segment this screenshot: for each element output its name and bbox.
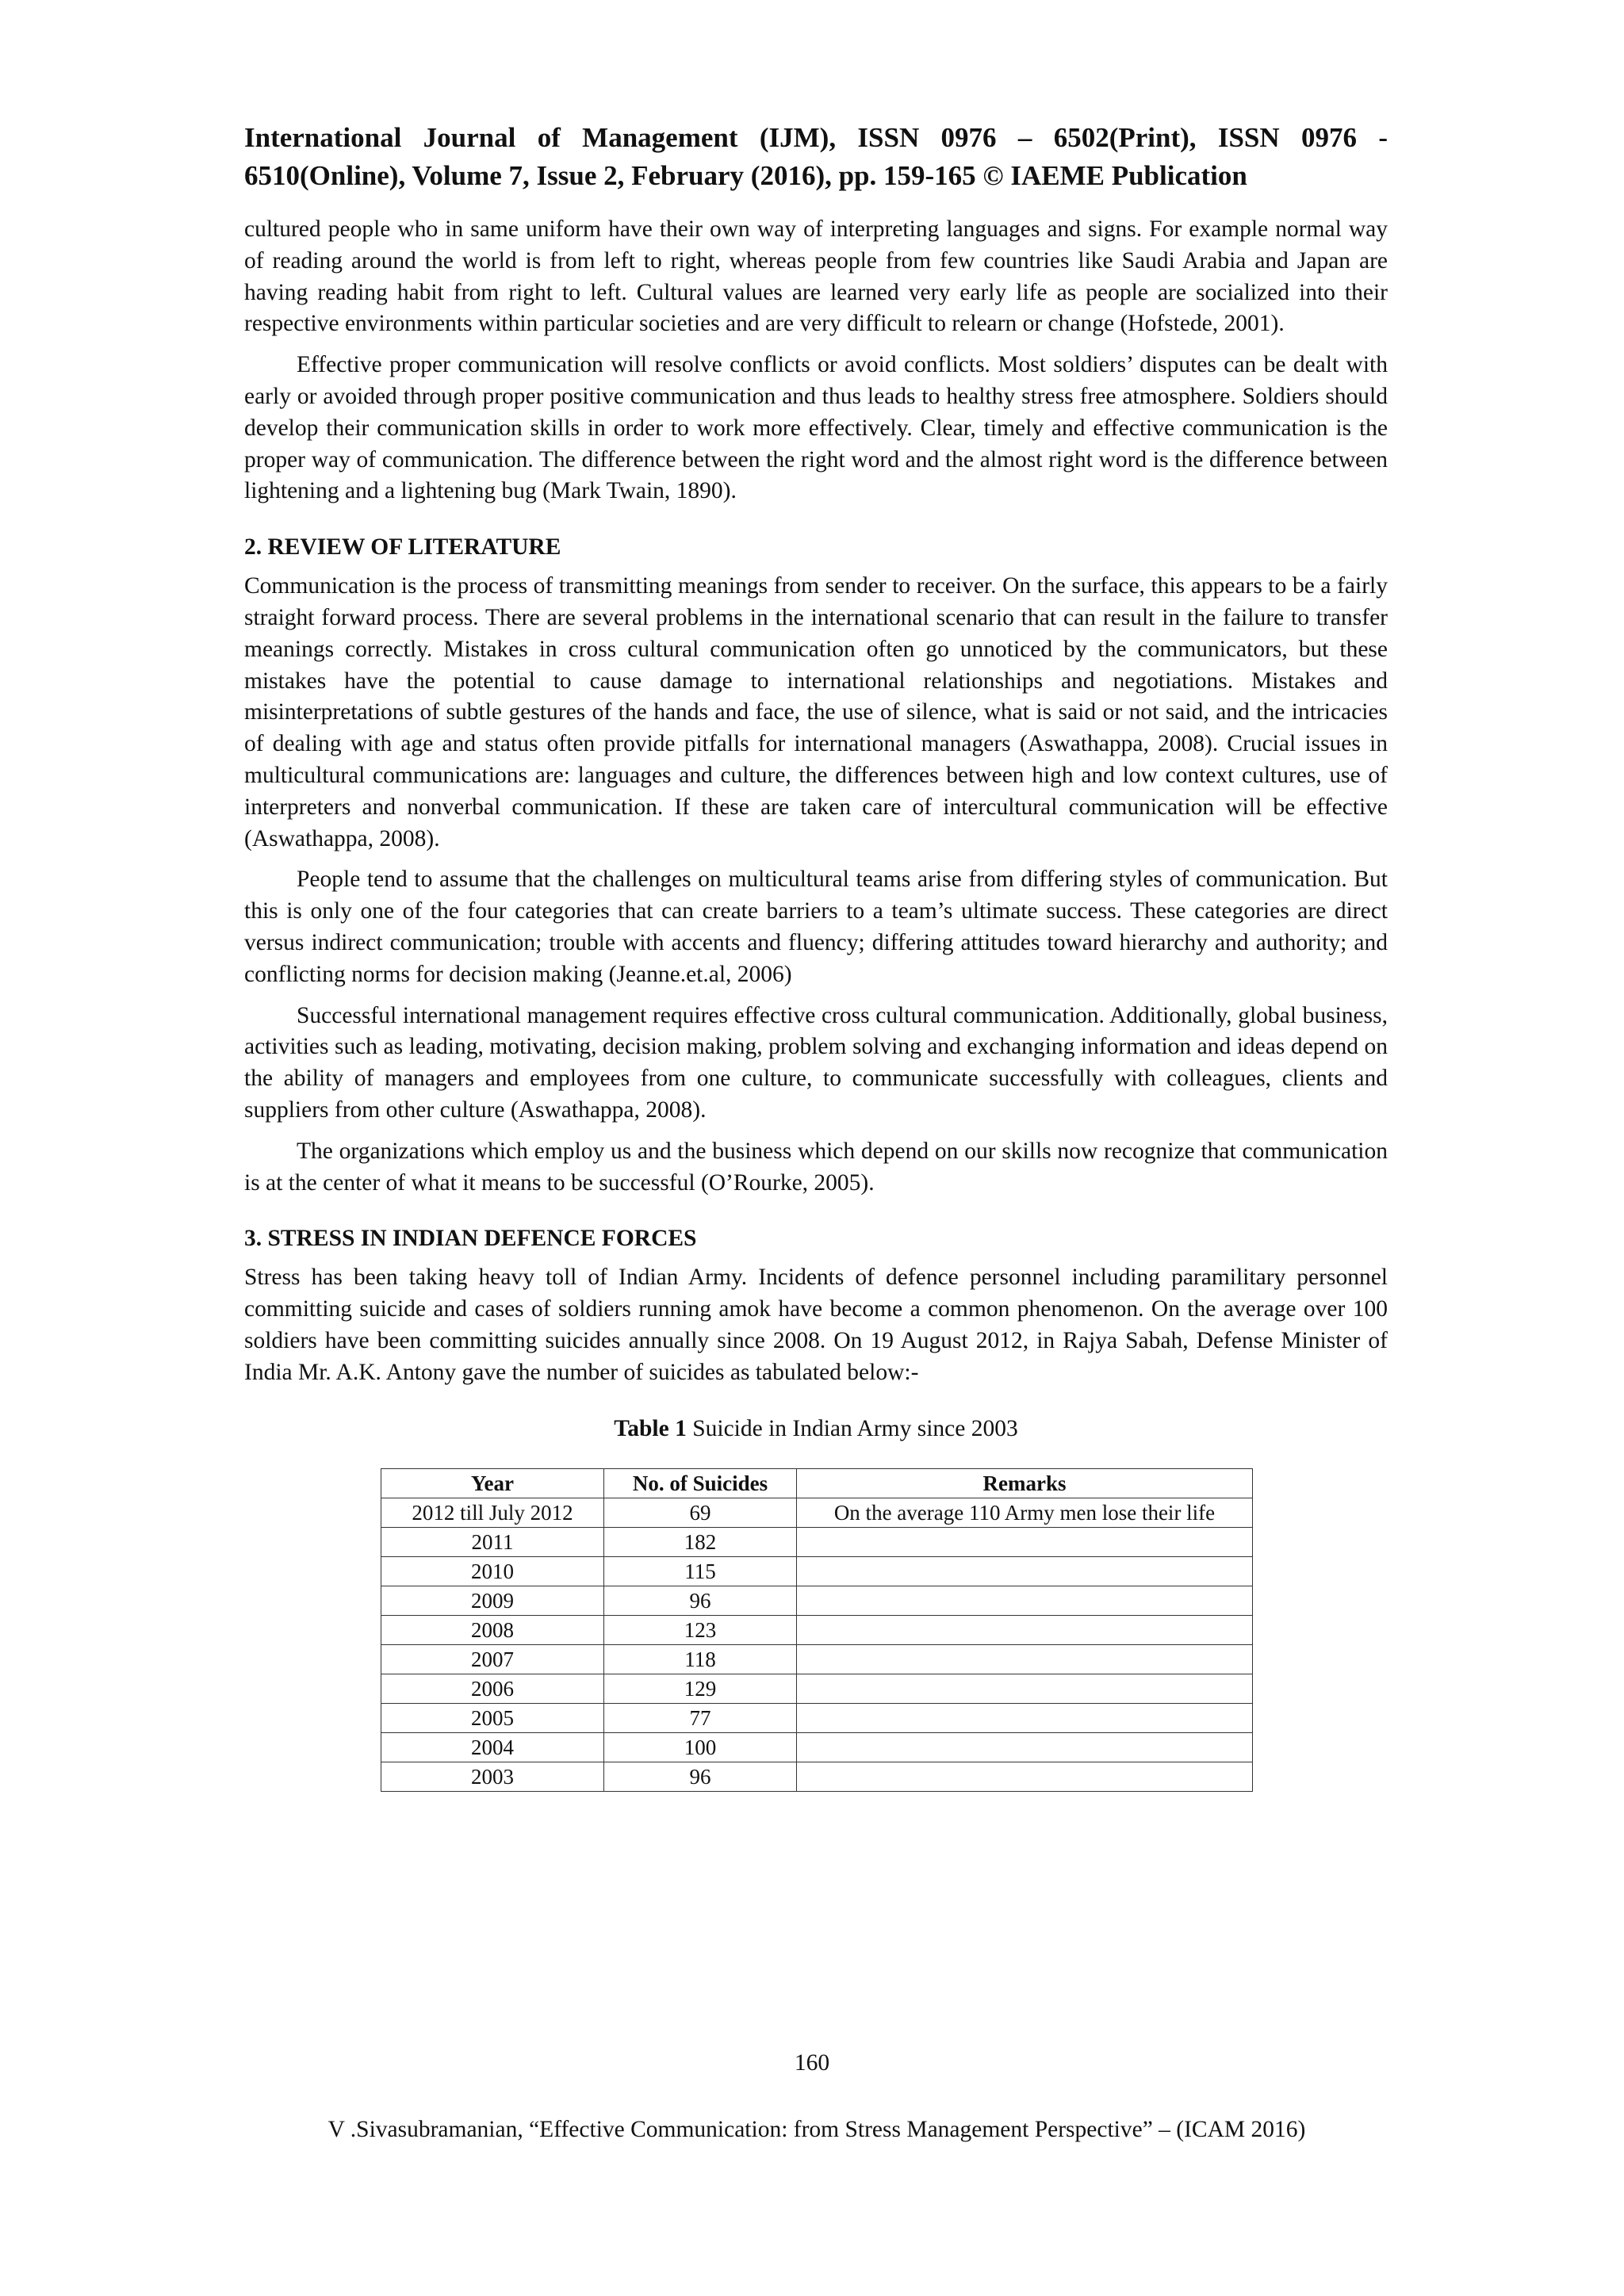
cell-remarks [797, 1762, 1253, 1791]
cell-remarks [797, 1674, 1253, 1703]
cell-year: 2005 [381, 1703, 604, 1732]
table-row [381, 1732, 1253, 1762]
table-header-row [381, 1468, 1253, 1498]
cell-remarks [797, 1527, 1253, 1556]
table-row [381, 1586, 1253, 1615]
table-row [381, 1762, 1253, 1791]
review-paragraph-4: The organizations which employ us and the business which depend on our skills now recognize that communication is at the center of what it means to be successful (O’Rourke, 2005). [244, 1138, 1388, 1196]
cell-remarks [797, 1732, 1253, 1762]
page-number: 160 [794, 2050, 830, 2076]
table-row [381, 1498, 1253, 1527]
cell-suicides: 118 [604, 1644, 797, 1674]
cell-suicides: 96 [604, 1762, 797, 1791]
paper-footer: V .Sivasubramanian, “Effective Communication: from Stress Management Perspective” – (ICAM 2016) [327, 2117, 1306, 2142]
table-row [381, 1615, 1253, 1644]
cell-year: 2012 till July 2012 [381, 1498, 604, 1527]
review-paragraph-3: Successful international management requires effective cross cultural communication. Additionally, global business, activities such as leading, motivating, decision making, problem solving and exchanging information and ideas depend on the ability of managers and employees from one culture, to communicate successfully with colleagues, clients and suppliers from other culture (Aswathappa, 2008). [244, 1002, 1388, 1123]
cell-suicides: 69 [604, 1498, 797, 1527]
cell-suicides: 77 [604, 1703, 797, 1732]
table-caption-label: Table 1 [614, 1415, 687, 1441]
suicide-table [381, 1468, 1253, 1792]
table-row [381, 1527, 1253, 1556]
table-header-year: Year [381, 1468, 604, 1498]
cell-year: 2003 [381, 1762, 604, 1791]
table-row [381, 1644, 1253, 1674]
table-caption-text: Suicide in Indian Army since 2003 [686, 1415, 1018, 1441]
intro-paragraph-1: cultured people who in same uniform have their own way of interpreting languages and signs. For example normal way of reading around the world is from left to right, whereas people from few countries like Saudi Arabia and Japan are having reading habit from right to left. Cultural values are learned very early life as people are socialized into their respective environments within particular societies and are very difficult to relearn or change (Hofstede, 2001). [244, 216, 1388, 337]
table-row [381, 1556, 1253, 1586]
section-heading-stress: 3. STRESS IN INDIAN DEFENCE FORCES [244, 1226, 697, 1252]
cell-year: 2007 [381, 1644, 604, 1674]
cell-remarks [797, 1703, 1253, 1732]
table-row [381, 1674, 1253, 1703]
cell-suicides: 129 [604, 1674, 797, 1703]
table-caption [244, 1413, 1388, 1445]
paper-page [244, 119, 1388, 1792]
cell-year: 2008 [381, 1615, 604, 1644]
cell-year: 2004 [381, 1732, 604, 1762]
cell-suicides: 96 [604, 1586, 797, 1615]
cell-year: 2009 [381, 1586, 604, 1615]
stress-paragraph-1: Stress has been taking heavy toll of Indian Army. Incidents of defence personnel including paramilitary personnel committing suicide and cases of soldiers running amok have become a common phenomenon. On the average over 100 soldiers have been committing suicides annually since 2008. On 19 August 2012, in Rajya Sabah, Defense Minister of India Mr. A.K. Antony gave the number of suicides as tabulated below:- [244, 1265, 1388, 1385]
cell-suicides: 182 [604, 1527, 797, 1556]
review-paragraph-2: People tend to assume that the challenges on multicultural teams arise from differing styles of communication. But this is only one of the four categories that can create barriers to a team’s ultimate success. These categories are direct versus indirect communication; trouble with accents and fluency; differing attitudes toward hierarchy and authority; and conflicting norms for decision making (Jeanne.et.al, 2006) [244, 867, 1388, 987]
intro-paragraph-2: Effective proper communication will resolve conflicts or avoid conflicts. Most soldiers’ disputes can be dealt with early or avoided through proper positive communication and thus leads to healthy stress free atmosphere. Soldiers should develop their communication skills in order to work more effectively. Clear, timely and effective communication is the proper way of communication. The difference between the right word and the almost right word is the difference between lightening and a lightening bug (Mark Twain, 1890). [244, 352, 1388, 504]
cell-remarks [797, 1556, 1253, 1586]
cell-remarks [797, 1586, 1253, 1615]
journal-header: International Journal of Management (IJM), ISSN 0976 – 6502(Print), ISSN 0976 - 6510(Online), Volume 7, Issue 2, February (2016), pp. 159-165 © IAEME Publication [244, 122, 1388, 191]
cell-remarks [797, 1615, 1253, 1644]
cell-remarks [797, 1644, 1253, 1674]
section-heading-review: 2. REVIEW OF LITERATURE [244, 534, 561, 561]
table-header-suicides: No. of Suicides [604, 1468, 797, 1498]
cell-suicides: 115 [604, 1556, 797, 1586]
review-paragraph-1: Communication is the process of transmitting meanings from sender to receiver. On the surface, this appears to be a fairly straight forward process. There are several problems in the international scenario that can result in the failure to transfer meanings correctly. Mistakes in cross cultural communication often go unnoticed by the communicators, but these mistakes have the potential to cause damage to international relationships and negotiations. Mistakes and misinterpretations of subtle gestures of the hands and face, the use of silence, what is said or not said, and the intricacies of dealing with age and status often provide pitfalls for international managers (Aswathappa, 2008). Crucial issues in multicultural communications are: languages and culture, the differences between high and low context cultures, use of interpreters and nonverbal communication. If these are taken care of intercultural communication will be effective (Aswathappa, 2008). [244, 573, 1388, 851]
table-header-remarks: Remarks [797, 1468, 1253, 1498]
cell-remarks: On the average 110 Army men lose their life [797, 1498, 1253, 1527]
cell-year: 2010 [381, 1556, 604, 1586]
table-row [381, 1703, 1253, 1732]
cell-year: 2006 [381, 1674, 604, 1703]
cell-suicides: 100 [604, 1732, 797, 1762]
cell-year: 2011 [381, 1527, 604, 1556]
cell-suicides: 123 [604, 1615, 797, 1644]
